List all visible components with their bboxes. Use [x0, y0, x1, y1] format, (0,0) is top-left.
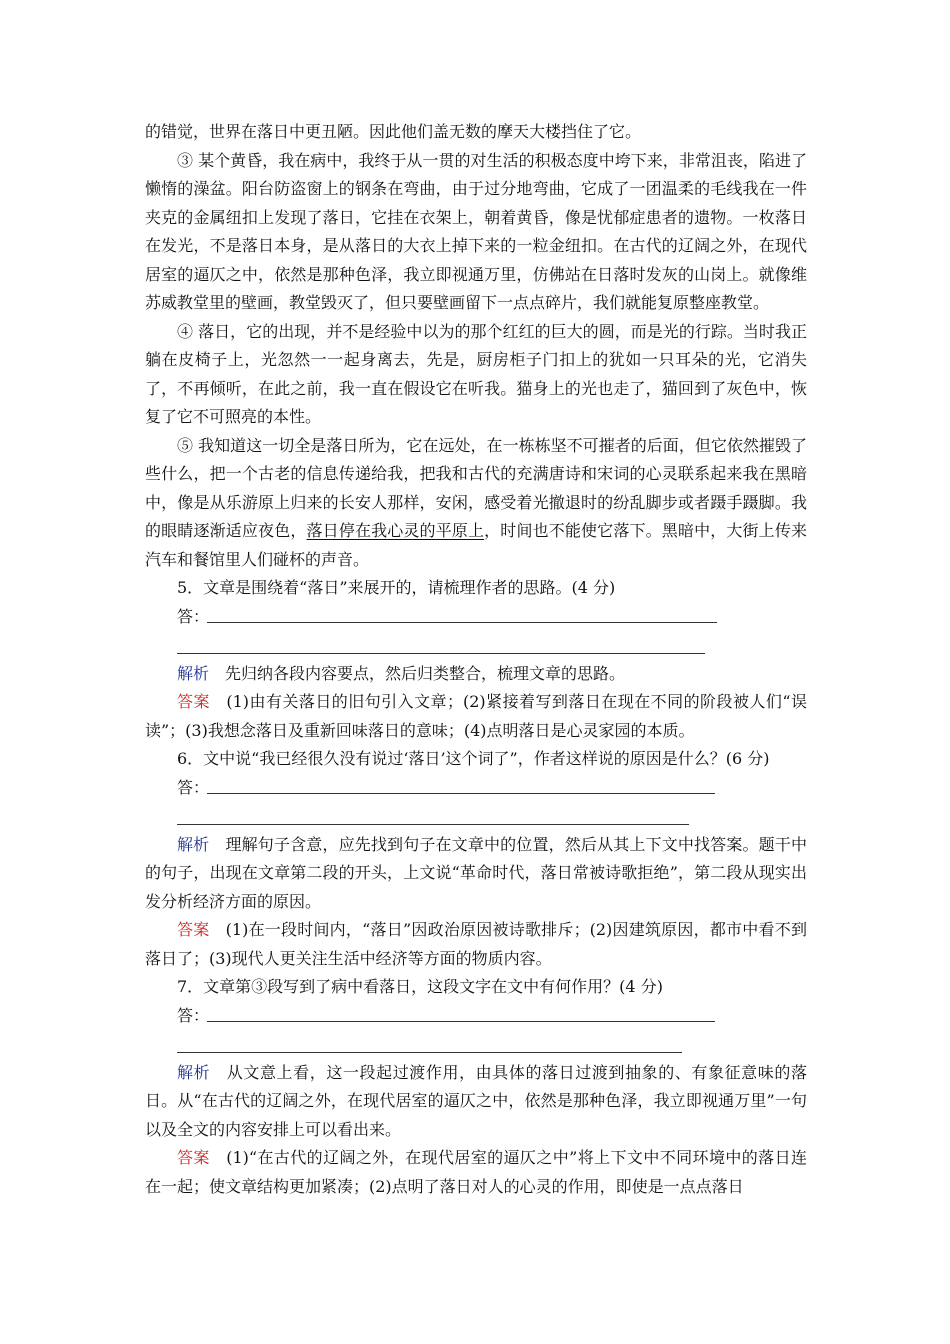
underlined-sentence: 落日停在我心灵的平原上: [306, 521, 485, 540]
answer-blank-rule: [177, 653, 705, 654]
passage-paragraph-2-end: 的错觉，世界在落日中更丑陋。因此他们盖无数的摩天大楼挡住了它。: [145, 122, 642, 141]
answer-label: 答案: [177, 1148, 210, 1167]
answer-blank-rule: [207, 793, 715, 794]
passage-paragraph-5: ⑤ 我知道这一切全是落日所为，它在远处，在一栋栋坚不可摧者的后面，但它依然摧毁了些什么，把一个古老的信息传递给我，把我和古代的充满唐诗和宋词的心灵联系起来我在黑暗中，像是从乐游原上归来的长安人那样，安闲，感受着光撤退时的纷乱脚步或者蹑手蹑脚。我的眼睛逐渐适应夜色，落日停在我心灵的平原上，时间也不能使它落下。黑暗中，大街上传来汽车和餐馆里人们碰杯的声音。: [145, 435, 807, 569]
question-7-answer-line[interactable]: [145, 1002, 807, 1031]
answer-label: 答案: [177, 920, 210, 939]
question-5-stem: 5．文章是围绕着“落日”来展开的，请梳理作者的思路。(4 分): [177, 578, 616, 597]
answer-label: 答案: [177, 692, 210, 711]
question-5-answer-line-2[interactable]: [145, 631, 807, 660]
answer-prefix: 答：: [177, 1005, 210, 1025]
question-6-answer-line-2[interactable]: [145, 802, 807, 831]
question-6-stem: 6．文中说“我已经很久没有说过‘落日’这个词了”，作者这样说的原因是什么？(6 分): [177, 749, 770, 768]
question-5-answer-line[interactable]: [145, 603, 807, 632]
analysis-label: 解析: [177, 663, 210, 683]
passage-paragraph-4: ④ 落日，它的出现，并不是经验中以为的那个红红的巨大的圆，而是光的行踪。当时我正躺在皮椅子上，光忽然一一起身离去，先是，厨房柜子门扣上的犹如一只耳朵的光，它消失了，不再倾听，在此之前，我一直在假设它在听我。猫身上的光也走了，猫回到了灰色中，恢复了它不可照亮的本性。: [145, 321, 807, 426]
answer-prefix: 答：: [177, 777, 210, 797]
answer-blank-rule: [177, 1052, 682, 1053]
question-6-answer: 答案 (1)在一段时间内，“落日”因政治原因被诗歌排斥；(2)因建筑原因，都市中看不到落日了；(3)现代人更关注生活中经济等方面的物质内容。: [145, 920, 807, 968]
question-6-answer-line[interactable]: [145, 774, 807, 803]
question-6-analysis: 解析 理解句子含意，应先找到句子在文章中的位置，然后从其上下文中找答案。题干中的句子，出现在文章第二段的开头，上文说“革命时代，落日常被诗歌拒绝”，第二段从现实出发分析经济方面的原因。: [145, 834, 807, 911]
answer-blank-rule: [177, 824, 689, 825]
answer-prefix: 答：: [177, 606, 210, 626]
question-7-stem: 7．文章第③段写到了病中看落日，这段文字在文中有何作用？(4 分): [177, 977, 663, 996]
question-7-answer: 答案 (1)“在古代的辽阔之外，在现代居室的逼仄之中”将上下文中不同环境中的落日连在一起；使文章结构更加紧凑；(2)点明了落日对人的心灵的作用，即使是一点点落日: [145, 1148, 807, 1196]
analysis-label: 解析: [177, 1062, 211, 1082]
answer-blank-rule: [207, 622, 717, 623]
question-5-analysis: 解析 先归纳各段内容要点，然后归类整合，梳理文章的思路。: [177, 663, 626, 683]
question-5-answer: 答案 (1)由有关落日的旧句引入文章；(2)紧接着写到落日在现在不同的阶段被人们“误读”；(3)我想念落日及重新回味落日的意味；(4)点明落日是心灵家园的本质。: [145, 692, 807, 740]
analysis-label: 解析: [177, 834, 210, 854]
question-7-answer-line-2[interactable]: [145, 1030, 807, 1059]
document-body: [145, 118, 807, 1201]
passage-paragraph-3: ③ 某个黄昏，我在病中，我终于从一贯的对生活的积极态度中垮下来，非常沮丧，陷进了懒惰的澡盆。阳台防盗窗上的钢条在弯曲，由于过分地弯曲，它成了一团温柔的毛线我在一件夹克的金属纽扣上发现了落日，它挂在衣架上，朝着黄昏，像是忧郁症患者的遗物。一枚落日在发光，不是落日本身，是从落日的大衣上掉下来的一粒金纽扣。在古代的辽阔之外，在现代居室的逼仄之中，依然是那种色泽，我立即视通万里，仿佛站在日落时发灰的山岗上。就像维苏威教堂里的壁画，教堂毁灭了，但只要壁画留下一点点碎片，我们就能复原整座教堂。: [145, 150, 807, 312]
question-7-analysis: 解析 从文意上看，这一段起过渡作用，由具体的落日过渡到抽象的、有象征意味的落日。从“在古代的辽阔之外，在现代居室的逼仄之中，依然是那种色泽，我立即视通万里”一句以及全文的内容安排上可以看出来。: [145, 1062, 807, 1139]
answer-blank-rule: [207, 1021, 715, 1022]
